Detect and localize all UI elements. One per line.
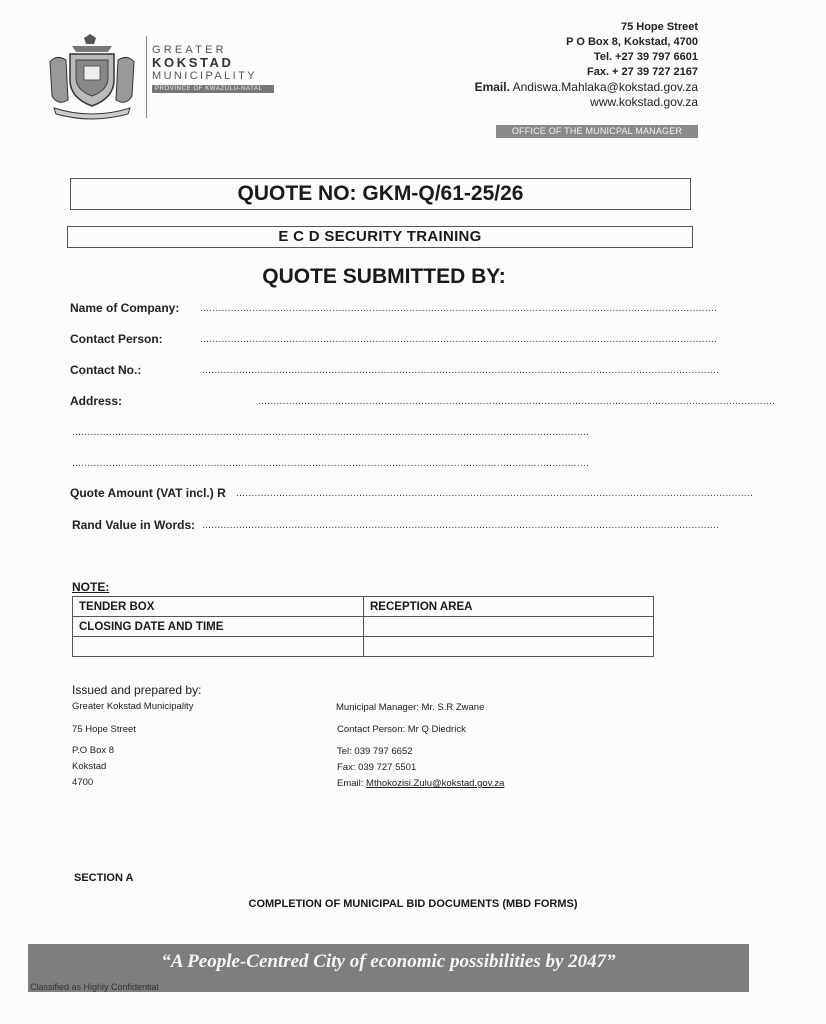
table-row	[73, 637, 654, 657]
issued-box: P.O Box 8	[72, 745, 115, 756]
table-row	[73, 617, 654, 637]
contact-no-label: Contact No.:	[70, 363, 142, 377]
org-line-greater: GREATER	[152, 44, 227, 56]
issued-fax: Fax: 039 727 5501	[337, 762, 417, 773]
issued-heading: Issued and prepared by:	[72, 683, 202, 697]
quote-submitted-heading: QUOTE SUBMITTED BY:	[262, 265, 506, 288]
note-label: NOTE:	[72, 580, 110, 594]
contact-person-label: Contact Person:	[70, 332, 163, 346]
address-field-line-3[interactable]: ........................................................................................................................................................................	[72, 458, 590, 469]
address-label: Address:	[70, 394, 123, 408]
table-cell[interactable]	[364, 617, 654, 637]
table-cell: TENDER BOX	[73, 597, 364, 617]
office-band: OFFICE OF THE MUNICPAL MANAGER	[496, 125, 698, 138]
address-field-line-2[interactable]: ........................................................................................................................................................................	[72, 427, 590, 438]
issued-org: Greater Kokstad Municipality	[72, 701, 194, 712]
header-divider	[146, 36, 147, 118]
municipal-crest-logo	[44, 32, 140, 122]
table-row	[73, 597, 654, 617]
header-fax: Fax. + 27 39 727 2167	[586, 66, 698, 78]
org-line-kokstad: KOKSTAD	[152, 55, 234, 70]
note-table	[72, 596, 654, 657]
org-province-band: PROVINCE OF KWAZULU-NATAL	[152, 85, 274, 93]
header-address-block	[475, 20, 698, 110]
table-cell[interactable]	[73, 637, 364, 657]
header-email	[475, 80, 698, 95]
issued-email	[337, 778, 504, 789]
issued-town: Kokstad	[72, 761, 107, 772]
section-title: COMPLETION OF MUNICIPAL BID DOCUMENTS (MBD FORMS)	[248, 898, 578, 910]
company-label: Name of Company:	[70, 301, 180, 315]
issued-tel: Tel: 039 797 6652	[337, 746, 413, 757]
header-tel: Tel. +27 39 797 6601	[593, 51, 698, 63]
header-email-value[interactable]: Andiswa.Mahlaka@kokstad.gov.za	[512, 80, 698, 94]
issued-contact: Contact Person: Mr Q Diedrick	[337, 724, 466, 735]
address-field-line-1[interactable]: ........................................................................................................................................................................	[258, 396, 776, 407]
table-cell[interactable]	[364, 637, 654, 657]
contact-no-field[interactable]: ........................................................................................................................................................................	[202, 365, 720, 376]
address-box: P O Box 8, Kokstad, 4700	[566, 36, 698, 48]
header-website[interactable]: www.kokstad.gov.za	[590, 95, 698, 109]
issued-postcode: 4700	[72, 777, 94, 788]
header-email-label: Email.	[474, 80, 510, 94]
issued-manager: Municipal Manager: Mr. S.R Zwane	[336, 702, 485, 713]
organisation-name	[152, 44, 282, 93]
quote-title-box: E C D SECURITY TRAINING	[67, 226, 693, 248]
rand-words-label: Rand Value in Words:	[72, 518, 196, 532]
address-street: 75 Hope Street	[620, 21, 698, 33]
contact-person-field[interactable]: ........................................................................................................................................................................	[200, 334, 718, 345]
classification-label: Classified as Highly Confidential	[30, 982, 159, 992]
company-field[interactable]: ........................................................................................................................................................................	[200, 303, 718, 314]
org-line-municipality: MUNICIPALITY	[152, 70, 257, 82]
quote-amount-field[interactable]: ........................................................................................................................................................................	[236, 488, 754, 499]
table-cell: RECEPTION AREA	[364, 597, 654, 617]
slogan-text: “A People-Centred City of economic possibilities by 2047”	[161, 951, 616, 972]
table-cell: CLOSING DATE AND TIME	[73, 617, 364, 637]
issued-email-link[interactable]: Mthokozisi.Zulu@kokstad.gov.za	[366, 778, 505, 789]
issued-street: 75 Hope Street	[72, 724, 136, 735]
quote-number-box: QUOTE NO: GKM-Q/61-25/26	[70, 178, 691, 210]
section-label: SECTION A	[74, 872, 134, 884]
issued-email-label: Email:	[337, 778, 364, 789]
quote-amount-label: Quote Amount (VAT incl.) R	[70, 486, 226, 500]
rand-words-field[interactable]: ........................................................................................................................................................................	[202, 520, 720, 531]
